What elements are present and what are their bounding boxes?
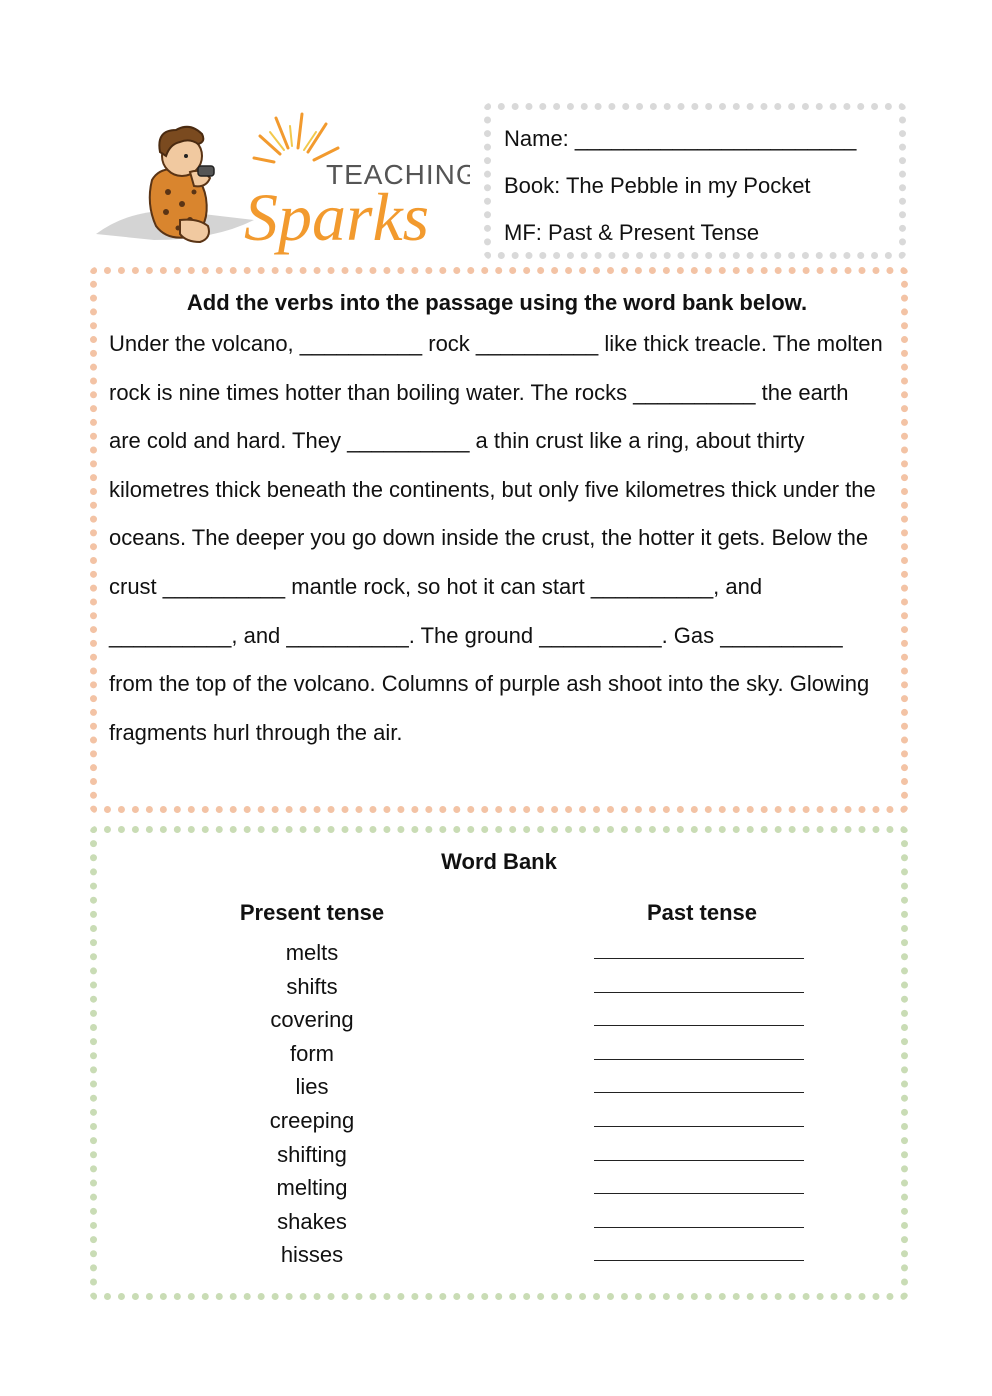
book-title: Book: The Pebble in my Pocket bbox=[504, 173, 811, 198]
answer-line bbox=[594, 1092, 804, 1093]
past-tense-blank[interactable] bbox=[594, 1138, 804, 1172]
word-bank-title: Word Bank bbox=[441, 849, 557, 874]
student-info-box bbox=[484, 103, 906, 259]
past-tense-blank[interactable] bbox=[594, 1205, 804, 1239]
focus-topic: MF: Past & Present Tense bbox=[504, 220, 760, 245]
present-word: creeping bbox=[269, 1107, 355, 1133]
present-word: lies bbox=[295, 1074, 329, 1100]
past-tense-heading: Past tense bbox=[646, 900, 758, 925]
present-word: melting bbox=[276, 1175, 348, 1201]
answer-line bbox=[594, 1227, 804, 1228]
passage-instruction: Add the verbs into the passage using the word bank below. bbox=[186, 290, 808, 315]
passage-text[interactable]: Under the volcano, __________ rock __________ like thick treacle. The molten rock is nine times hotter than boiling water. The rocks __________ the earth are cold and hard. They __________ a thin crust like a ring, about thirty kilometres thick beneath the continents, but only five kilometres thick under the oceans. The deeper you go down inside the crust, the hotter it gets. Below the crust __________ mantle rock, so hot it can start __________, and __________, and __________. The ground __________. Gas __________ from the top of the volcano. Columns of purple ash shoot into the sky. Glowing fragments hurl through the air. bbox=[109, 331, 883, 745]
answer-line bbox=[594, 1160, 804, 1161]
past-tense-blanks bbox=[594, 936, 804, 1272]
past-tense-blank[interactable] bbox=[594, 1238, 804, 1272]
present-word: shifting bbox=[277, 1141, 347, 1167]
present-tense-list bbox=[182, 936, 442, 1272]
past-tense-blank[interactable] bbox=[594, 1070, 804, 1104]
past-tense-blank[interactable] bbox=[594, 970, 804, 1004]
past-tense-blank[interactable] bbox=[594, 1003, 804, 1037]
past-tense-blank[interactable] bbox=[594, 936, 804, 970]
past-tense-blank[interactable] bbox=[594, 1104, 804, 1138]
present-tense-heading: Present tense bbox=[239, 900, 385, 925]
passage-box bbox=[90, 267, 908, 813]
past-tense-blank[interactable] bbox=[594, 1037, 804, 1071]
answer-line bbox=[594, 1059, 804, 1060]
present-word: covering bbox=[270, 1007, 354, 1033]
answer-line bbox=[594, 1126, 804, 1127]
present-word: shakes bbox=[277, 1208, 347, 1234]
answer-line bbox=[594, 1193, 804, 1194]
word-bank-box bbox=[90, 826, 908, 1300]
answer-line bbox=[594, 992, 804, 993]
past-tense-blank[interactable] bbox=[594, 1171, 804, 1205]
answer-line bbox=[594, 1025, 804, 1026]
svg-text:TEACHING: TEACHING bbox=[326, 159, 470, 190]
present-word: shifts bbox=[286, 973, 338, 999]
answer-line bbox=[594, 1260, 804, 1261]
caveman-mascot-icon bbox=[94, 108, 470, 258]
present-word: hisses bbox=[280, 1242, 344, 1268]
present-word: melts bbox=[285, 940, 339, 965]
answer-line bbox=[594, 958, 804, 959]
teaching-sparks-logo bbox=[94, 108, 470, 258]
present-word: form bbox=[290, 1040, 334, 1066]
svg-text:Sparks: Sparks bbox=[244, 179, 430, 255]
name-field[interactable]: Name: _______________________ bbox=[504, 126, 857, 151]
